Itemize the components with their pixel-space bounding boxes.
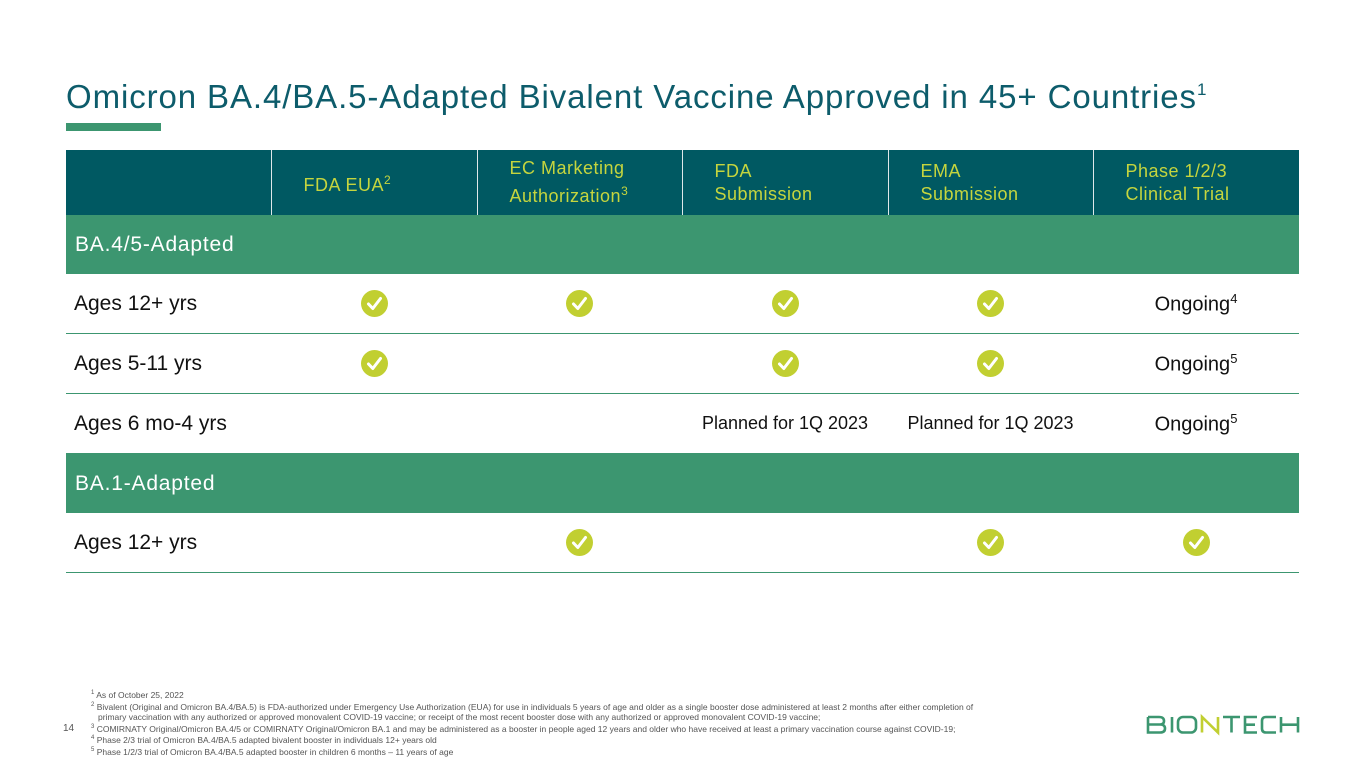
check-icon <box>772 350 799 377</box>
cell-fda-submission: Planned for 1Q 2023 <box>682 394 888 454</box>
row-label: Ages 12+ yrs <box>66 513 271 573</box>
table-row <box>66 334 1299 394</box>
header-fda-eua <box>271 150 477 215</box>
check-icon <box>772 290 799 317</box>
biontech-logo <box>1145 712 1301 743</box>
check-icon <box>977 290 1004 317</box>
footnote-text: Phase 1/2/3 trial of Omicron BA.4/BA.5 adapted booster in children 6 months – 11 years of age <box>96 747 454 758</box>
header-line: Submission <box>714 183 813 204</box>
check-icon <box>361 290 388 317</box>
footnote <box>91 745 973 757</box>
cell-fda-submission <box>682 334 888 394</box>
header-line: Clinical Trial <box>1125 183 1230 204</box>
cell-ec-marketing <box>477 274 682 334</box>
table-row <box>66 513 1299 573</box>
header-fda-submission <box>682 150 888 215</box>
footnote-number: 4 <box>91 735 95 742</box>
cell-clinical-trial <box>1093 513 1299 573</box>
cell-fda-eua <box>271 394 477 454</box>
cell-ec-marketing <box>477 394 682 454</box>
check-icon <box>977 529 1004 556</box>
table-row <box>66 274 1299 334</box>
footnote <box>91 688 973 700</box>
section-row-ba1 <box>66 454 1299 514</box>
header-footnote-marker: 3 <box>621 184 629 198</box>
footnote <box>91 733 973 745</box>
footnote <box>91 700 973 712</box>
footnote-text: COMIRNATY Original/Omicron BA.4/5 or COMIRNATY Original/Omicron BA.1 and may be administered as a booster in people aged 12 years and older who have received at least a primary vaccination course against COVID-19; <box>96 723 956 734</box>
header-line: Authorization <box>509 186 622 206</box>
footnote-number: 2 <box>91 701 95 708</box>
section-title: BA.1-Adapted <box>66 454 1299 514</box>
check-icon <box>1183 529 1210 556</box>
header-line: EC Marketing <box>509 158 625 178</box>
cell-fda-eua <box>271 513 477 573</box>
title-underline-bar <box>66 123 161 131</box>
cell-fda-eua <box>271 274 477 334</box>
cell-ema-submission: Planned for 1Q 2023 <box>888 394 1093 454</box>
approval-status-table <box>66 150 1299 573</box>
footnote-text: primary vaccination with any authorized or approved monovalent COVID-19 vaccine; or receipt of the most recent booster dose with any authorized or approved monovalent COVID-19 vaccine; <box>98 711 821 722</box>
header-line: Submission <box>920 183 1019 204</box>
cell-ema-submission <box>888 274 1093 334</box>
title-footnote-marker: 1 <box>1196 80 1208 99</box>
trial-status: Ongoing <box>1154 413 1231 436</box>
footnote-marker: 4 <box>1230 290 1238 306</box>
cell-clinical-trial <box>1093 334 1299 394</box>
header-line: Phase 1/2/3 <box>1125 160 1228 181</box>
cell-ema-submission <box>888 513 1093 573</box>
header-ema-submission <box>888 150 1093 215</box>
header-fda-eua-label: FDA EUA <box>303 174 385 195</box>
row-label: Ages 12+ yrs <box>66 274 271 334</box>
section-row-ba45 <box>66 215 1299 274</box>
cell-ema-submission <box>888 334 1093 394</box>
check-icon <box>977 350 1004 377</box>
footnote-number: 5 <box>91 747 95 754</box>
header-line: FDA <box>714 160 752 181</box>
footnote-text: As of October 25, 2022 <box>96 689 184 700</box>
footnote <box>91 722 973 734</box>
footnote-text: Bivalent (Original and Omicron BA.4/BA.5) is FDA-authorized under Emergency Use Authorization (EUA) for use in individuals 5 years of age and older as a single booster dose administered at least 2 months after either completion of <box>96 701 974 712</box>
header-line: EMA <box>920 160 962 181</box>
table-header-row <box>66 150 1299 215</box>
cell-clinical-trial <box>1093 394 1299 454</box>
trial-status: Ongoing <box>1154 353 1231 376</box>
cell-fda-submission <box>682 513 888 573</box>
header-footnote-marker: 2 <box>384 172 392 187</box>
header-clinical-trial <box>1093 150 1299 215</box>
header-ec-marketing-authorization <box>477 150 682 215</box>
check-icon <box>566 290 593 317</box>
cell-fda-eua <box>271 334 477 394</box>
slide-title-text: Omicron BA.4/BA.5-Adapted Bivalent Vaccine Approved in 45+ Countries <box>66 78 1197 115</box>
row-label: Ages 5-11 yrs <box>66 334 271 394</box>
header-empty-cell <box>66 150 271 215</box>
table-row <box>66 394 1299 454</box>
footnote-continuation <box>91 712 973 722</box>
cell-fda-submission <box>682 274 888 334</box>
cell-ec-marketing <box>477 334 682 394</box>
footnote-number: 3 <box>91 723 95 730</box>
cell-clinical-trial <box>1093 274 1299 334</box>
cell-ec-marketing <box>477 513 682 573</box>
row-label: Ages 6 mo-4 yrs <box>66 394 271 454</box>
footnote-marker: 5 <box>1230 410 1238 426</box>
footnote-marker: 5 <box>1230 350 1238 366</box>
check-icon <box>566 529 593 556</box>
page-number: 14 <box>63 723 75 734</box>
footnote-text: Phase 2/3 trial of Omicron BA.4/BA.5 adapted bivalent booster in individuals 12+ years old <box>96 735 437 746</box>
trial-status: Ongoing <box>1154 293 1231 316</box>
footnote-number: 1 <box>91 690 95 696</box>
check-icon <box>361 350 388 377</box>
footnotes <box>91 688 973 757</box>
slide-title <box>66 78 1207 116</box>
section-title: BA.4/5-Adapted <box>66 215 1299 274</box>
